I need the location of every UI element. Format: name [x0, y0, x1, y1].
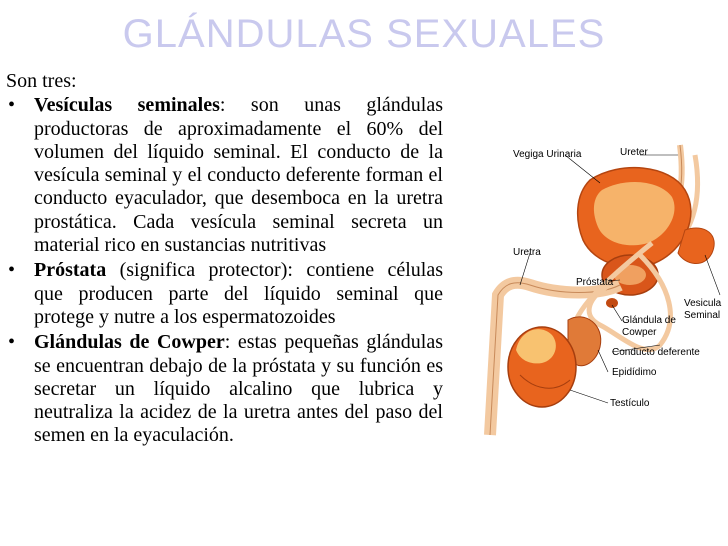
label-epididimo: Epidídimo — [612, 367, 657, 378]
bullet-icon: • — [8, 94, 16, 117]
label-vesicula-2: Seminal — [684, 310, 721, 321]
list-item-cowper — [6, 331, 443, 447]
label-testiculo: Testículo — [610, 398, 650, 409]
bullet-icon: • — [8, 259, 16, 282]
desc-vesiculas: : son unas glándulas productoras de aproximadamente el 60% del volumen del líquido seminal. El conducto de la vesícula seminal y el conducto deferente forman el conducto eyaculador, que desemboca en la uretra prostática. Cada vesícula seminal secreta un material rico en sustancias nutritivas — [34, 94, 443, 257]
gland-list — [6, 94, 443, 447]
label-vesicula-1: Vesicula — [684, 298, 722, 309]
cowper-gland-shape — [606, 298, 618, 308]
desc-cowper: : estas pequeñas glándulas se encuentran debajo de la próstata y su función es secretar un líquido alcalino que lubrica y neutraliza la acidez de la uretra antes del paso del semen en la eyaculación. — [34, 331, 443, 447]
label-vejiga: Vegiga Urinaria — [513, 149, 582, 160]
term-cowper: Glándulas de Cowper — [34, 331, 225, 354]
term-vesiculas: Vesículas seminales — [34, 94, 220, 117]
term-prostata: Próstata — [34, 259, 107, 282]
label-cowper-2: Cowper — [622, 327, 657, 338]
slide-title: GLÁNDULAS SEXUALES — [122, 12, 606, 56]
label-ureter: Ureter — [620, 147, 648, 158]
label-prostata: Próstata — [576, 277, 614, 288]
label-deferente: Conducto deferente — [612, 347, 700, 358]
list-item-vesiculas — [6, 94, 443, 257]
label-uretra: Uretra — [513, 247, 541, 258]
label-cowper-1: Glándula de — [622, 315, 676, 326]
intro-text: Son tres: — [6, 70, 77, 92]
desc-prostata: (significa protector): contiene células que producen parte del líquido seminal que protege y nutre a los espermatozoides — [34, 259, 443, 328]
list-item-prostata — [6, 259, 443, 329]
bullet-icon: • — [8, 331, 16, 354]
text-column — [6, 70, 443, 450]
anatomy-figure — [480, 135, 728, 440]
